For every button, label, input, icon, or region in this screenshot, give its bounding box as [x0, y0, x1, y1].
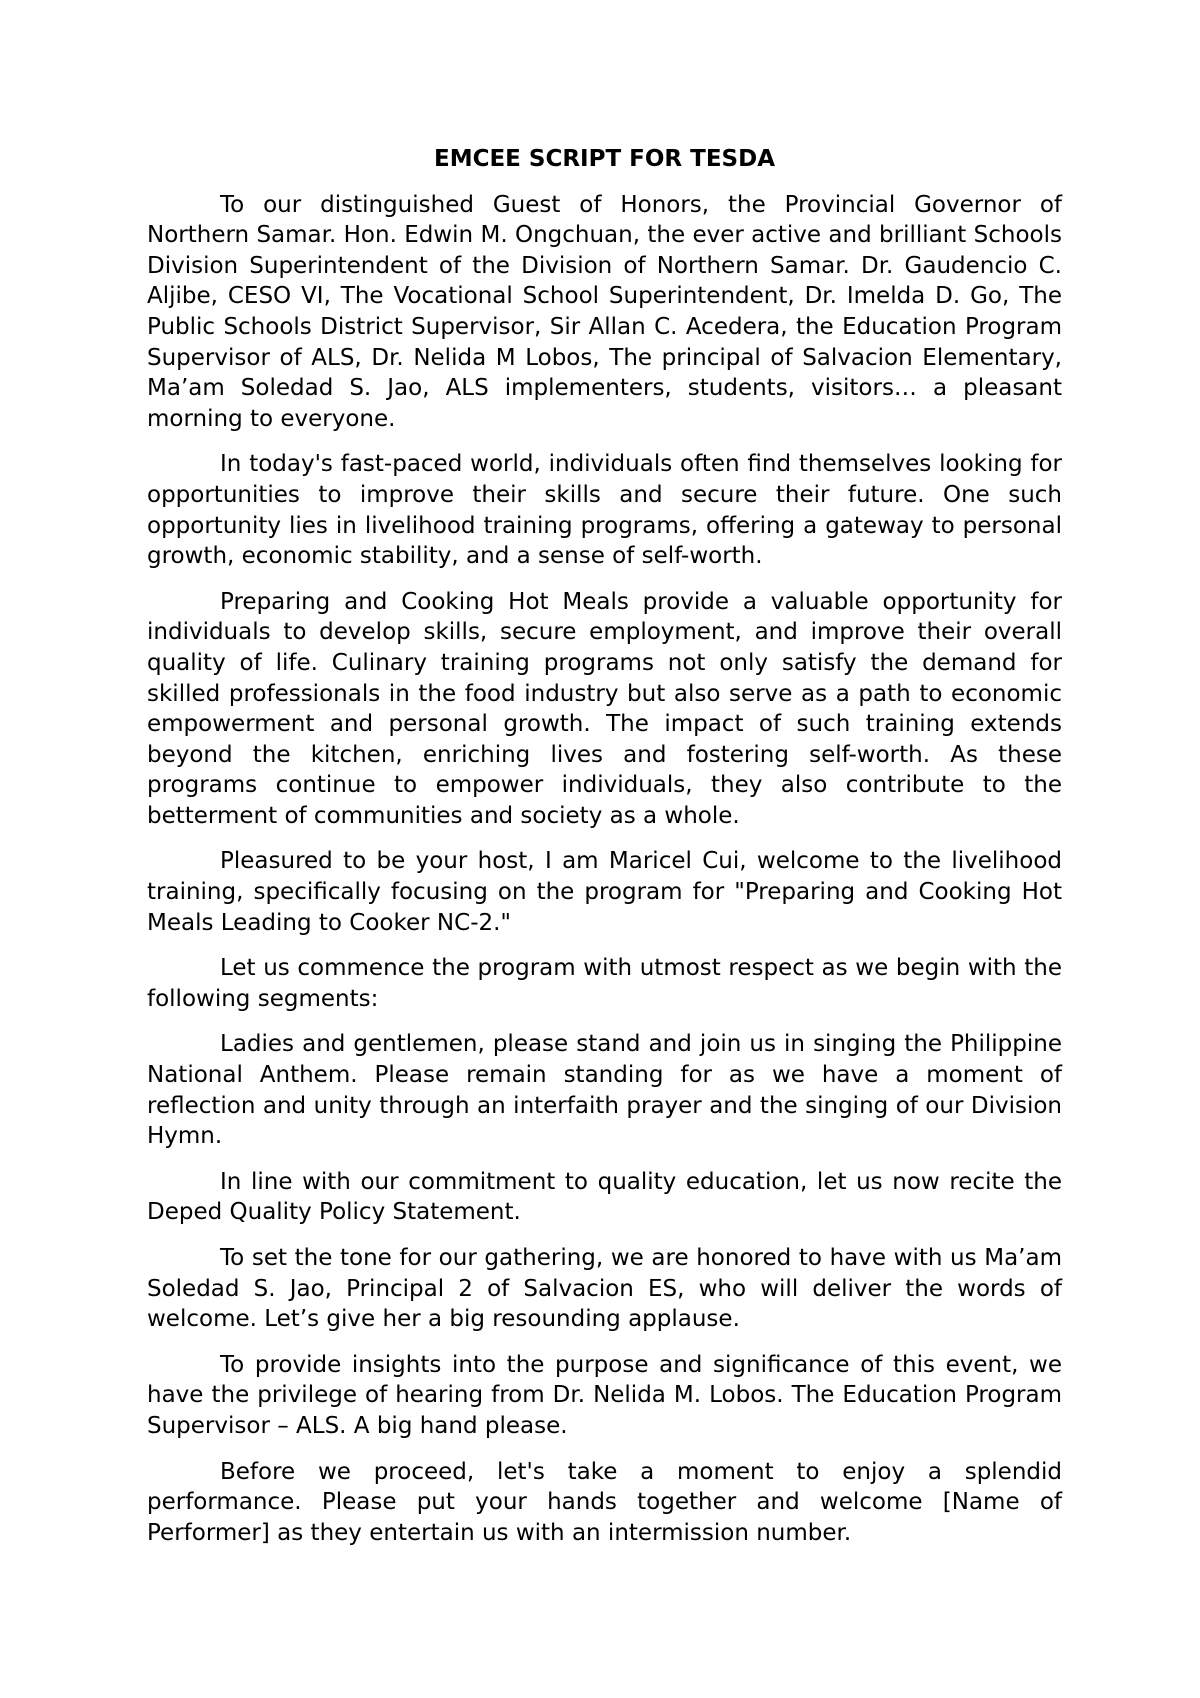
document-body [147, 144, 1062, 1563]
paragraph-opportunities: In today's fast-paced world, individuals often find themselves looking for opportunities to improve their skills and secure their future. One such opportunity lies in livelihood training programs, offering a gateway to personal growth, economic stability, and a sense of self-worth. [147, 451, 1062, 570]
paragraph-greeting: To our distinguished Guest of Honors, the Provincial Governor of Northern Samar. Hon. Edwin M. Ongchuan, the ever active and brilliant Schools Division Superintendent of the Division of Northern Samar. Dr. Gaudencio C. Aljibe, CESO VI, The Vocational School Superintendent, Dr. Imelda D. Go, The Public Schools District Supervisor, Sir Allan C. Acedera, the Education Program Supervisor of ALS, Dr. Nelida M Lobos, The principal of Salvacion Elementary, Ma’am Soledad S. Jao, ALS implementers, students, visitors… a pleasant morning to everyone. [147, 191, 1062, 432]
paragraph-insights: To provide insights into the purpose and significance of this event, we have the privilege of hearing from Dr. Nelida M. Lobos. The Education Program Supervisor – ALS. A big hand please. [147, 1351, 1062, 1439]
paragraph-anthem: Ladies and gentlemen, please stand and join us in singing the Philippine National Anthem. Please remain standing for as we have a moment of reflection and unity through an interfaith prayer and the singing of our Division Hymn. [147, 1031, 1062, 1150]
paragraph-intermission: Before we proceed, let's take a moment to enjoy a splendid performance. Please put your hands together and welcome [Name of Performer] as they entertain us with an intermission number. [147, 1458, 1062, 1546]
document-title: EMCEE SCRIPT FOR TESDA [433, 146, 775, 172]
paragraph-culinary-training: Preparing and Cooking Hot Meals provide a valuable opportunity for individuals to develop skills, secure employment, and improve their overall quality of life. Culinary training programs not only satisfy the demand for skilled professionals in the food industry but also serve as a path to economic empowerment and personal growth. The impact of such training extends beyond the kitchen, enriching lives and fostering self-worth. As these programs continue to empower individuals, they also contribute to the betterment of communities and society as a whole. [147, 588, 1062, 829]
paragraph-quality-policy: In line with our commitment to quality education, let us now recite the Deped Quality Policy Statement. [147, 1168, 1062, 1226]
paragraph-host-intro: Pleasured to be your host, I am Maricel Cui, welcome to the livelihood training, specifically focusing on the program for "Preparing and Cooking Hot Meals Leading to Cooker NC-2." [147, 848, 1062, 936]
paragraph-welcome-remarks: To set the tone for our gathering, we are honored to have with us Ma’am Soledad S. Jao, Principal 2 of Salvacion ES, who will deliver the words of welcome. Let’s give her a big resounding applause. [147, 1245, 1062, 1333]
paragraph-commence: Let us commence the program with utmost respect as we begin with the following segments: [147, 955, 1062, 1012]
